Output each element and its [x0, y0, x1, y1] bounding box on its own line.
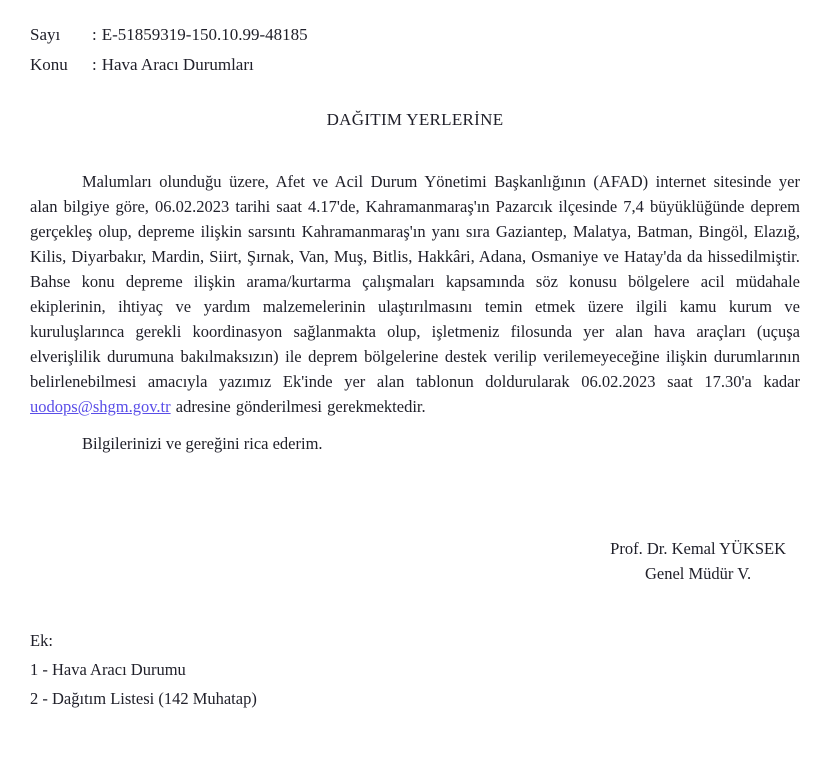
paragraph-2-text-after-link: adresine gönderilmesi gerekmektedir. — [170, 397, 426, 416]
meta-row-sayi — [30, 20, 800, 50]
konu-value: Hava Aracı Durumları — [101, 55, 254, 74]
addressee-title: DAĞITIM YERLERİNE — [326, 110, 504, 129]
closing-line: Bilgilerinizi ve gereğini rica ederim. — [82, 434, 323, 453]
sayi-separator: : — [92, 25, 97, 44]
attachments-label: Ek: — [30, 631, 53, 650]
letter-meta — [30, 20, 800, 80]
paragraph-2-text-before-link: Bahse konu depreme ilişkin arama/kurtarma çalışmaları kapsamında söz konusu bölgelere acil müdahale ekiplerinin, ihtiyaç ve yardım malzemelerinin ulaştırılmasını temin etmek üzere ilgili kamu kurum ve kuruluşlarınca gerekli koordinasyon sağlanmakta olup, işletmeniz filosunda yer alan hava araçları (uçuşa elverişlilik durumuna bakılmaksızın) ile deprem bölgelerine destek verilip verilemeyeceğine ilişkin durumlarının belirlenebilmesi amacıyla yazımız Ek'inde yer alan tablonun doldurularak 06.02.2023 saat 17.30'a kadar — [30, 272, 800, 391]
attachment-item-2: 2 - Dağıtım Listesi (142 Muhatap) — [30, 689, 257, 708]
signature-block — [30, 536, 800, 586]
signatory-name: Prof. Dr. Kemal YÜKSEK — [610, 539, 786, 558]
meta-row-konu — [30, 50, 800, 80]
sayi-value: E-51859319-150.10.99-48185 — [101, 25, 308, 44]
konu-label: Konu — [30, 55, 68, 74]
body-paragraph-2 — [30, 269, 800, 419]
body-paragraph-1: Malumları olunduğu üzere, Afet ve Acil Durum Yönetimi Başkanlığının (AFAD) internet sitesinde yer alan bilgiye göre, 06.02.2023 tarihi saat 4.17'de, Kahramanmaraş'ın Pazarcık ilçesinde 7,4 büyüklüğünde deprem gerçekleş olup, depreme ilişkin sarsıntı Kahramanmaraş'ın yanı sıra Gaziantep, Malatya, Batman, Bingöl, Elazığ, Kilis, Diyarbakır, Mardin, Siirt, Şırnak, Van, Muş, Bitlis, Hakkâri, Adana, Osmaniye ve Hatay'da da hissedilmiştir. — [30, 172, 800, 266]
attachment-item-1: 1 - Hava Aracı Durumu — [30, 660, 186, 679]
email-link[interactable]: uodops@shgm.gov.tr — [30, 397, 171, 416]
sayi-label: Sayı — [30, 25, 61, 44]
signature-inner — [610, 536, 786, 586]
konu-separator: : — [92, 55, 97, 74]
signatory-title: Genel Müdür V. — [644, 564, 752, 583]
attachments-block — [30, 626, 800, 713]
